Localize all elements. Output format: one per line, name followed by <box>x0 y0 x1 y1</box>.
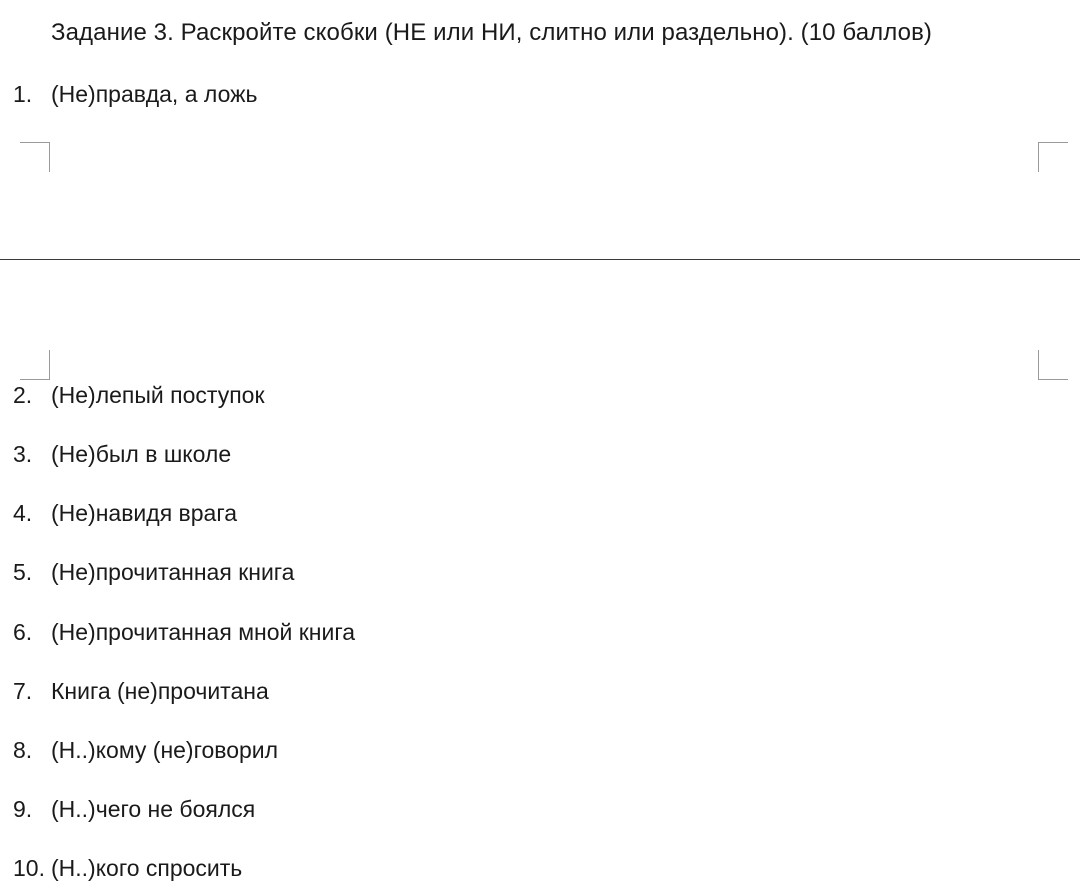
item-number: 8. <box>13 737 33 763</box>
item-text: (Не)был в школе <box>51 441 232 467</box>
item-number: 6. <box>13 619 33 645</box>
item-text: (Н..)кого спросить <box>51 855 243 881</box>
item-number: 5. <box>13 559 33 585</box>
item-number: 4. <box>13 500 33 526</box>
item-text: (Не)навидя врага <box>51 500 238 526</box>
page-margin-corner-bottom-right <box>1038 350 1068 380</box>
item-number: 9. <box>13 796 33 822</box>
page-margin-corner-top-left <box>20 142 50 172</box>
page-margin-corner-bottom-left <box>20 350 50 380</box>
item-number: 10. <box>13 855 45 881</box>
item-text: (Не)лепый поступок <box>51 382 265 408</box>
item-number: 1. <box>13 81 33 107</box>
page-break-line <box>0 259 1080 260</box>
task-title: Задание 3. Раскройте скобки (НЕ или НИ, слитно или раздельно). (10 баллов) <box>51 19 933 46</box>
item-number: 3. <box>13 441 33 467</box>
item-number: 2. <box>13 382 33 408</box>
page-margin-corner-top-right <box>1038 142 1068 172</box>
item-text: (Н..)кому (не)говорил <box>51 737 279 763</box>
item-text: Книга (не)прочитана <box>51 678 269 704</box>
item-number: 7. <box>13 678 33 704</box>
item-text: (Не)правда, а ложь <box>51 81 258 107</box>
item-text: (Н..)чего не боялся <box>51 796 256 822</box>
item-text: (Не)прочитанная мной книга <box>51 619 356 645</box>
item-text: (Не)прочитанная книга <box>51 559 295 585</box>
